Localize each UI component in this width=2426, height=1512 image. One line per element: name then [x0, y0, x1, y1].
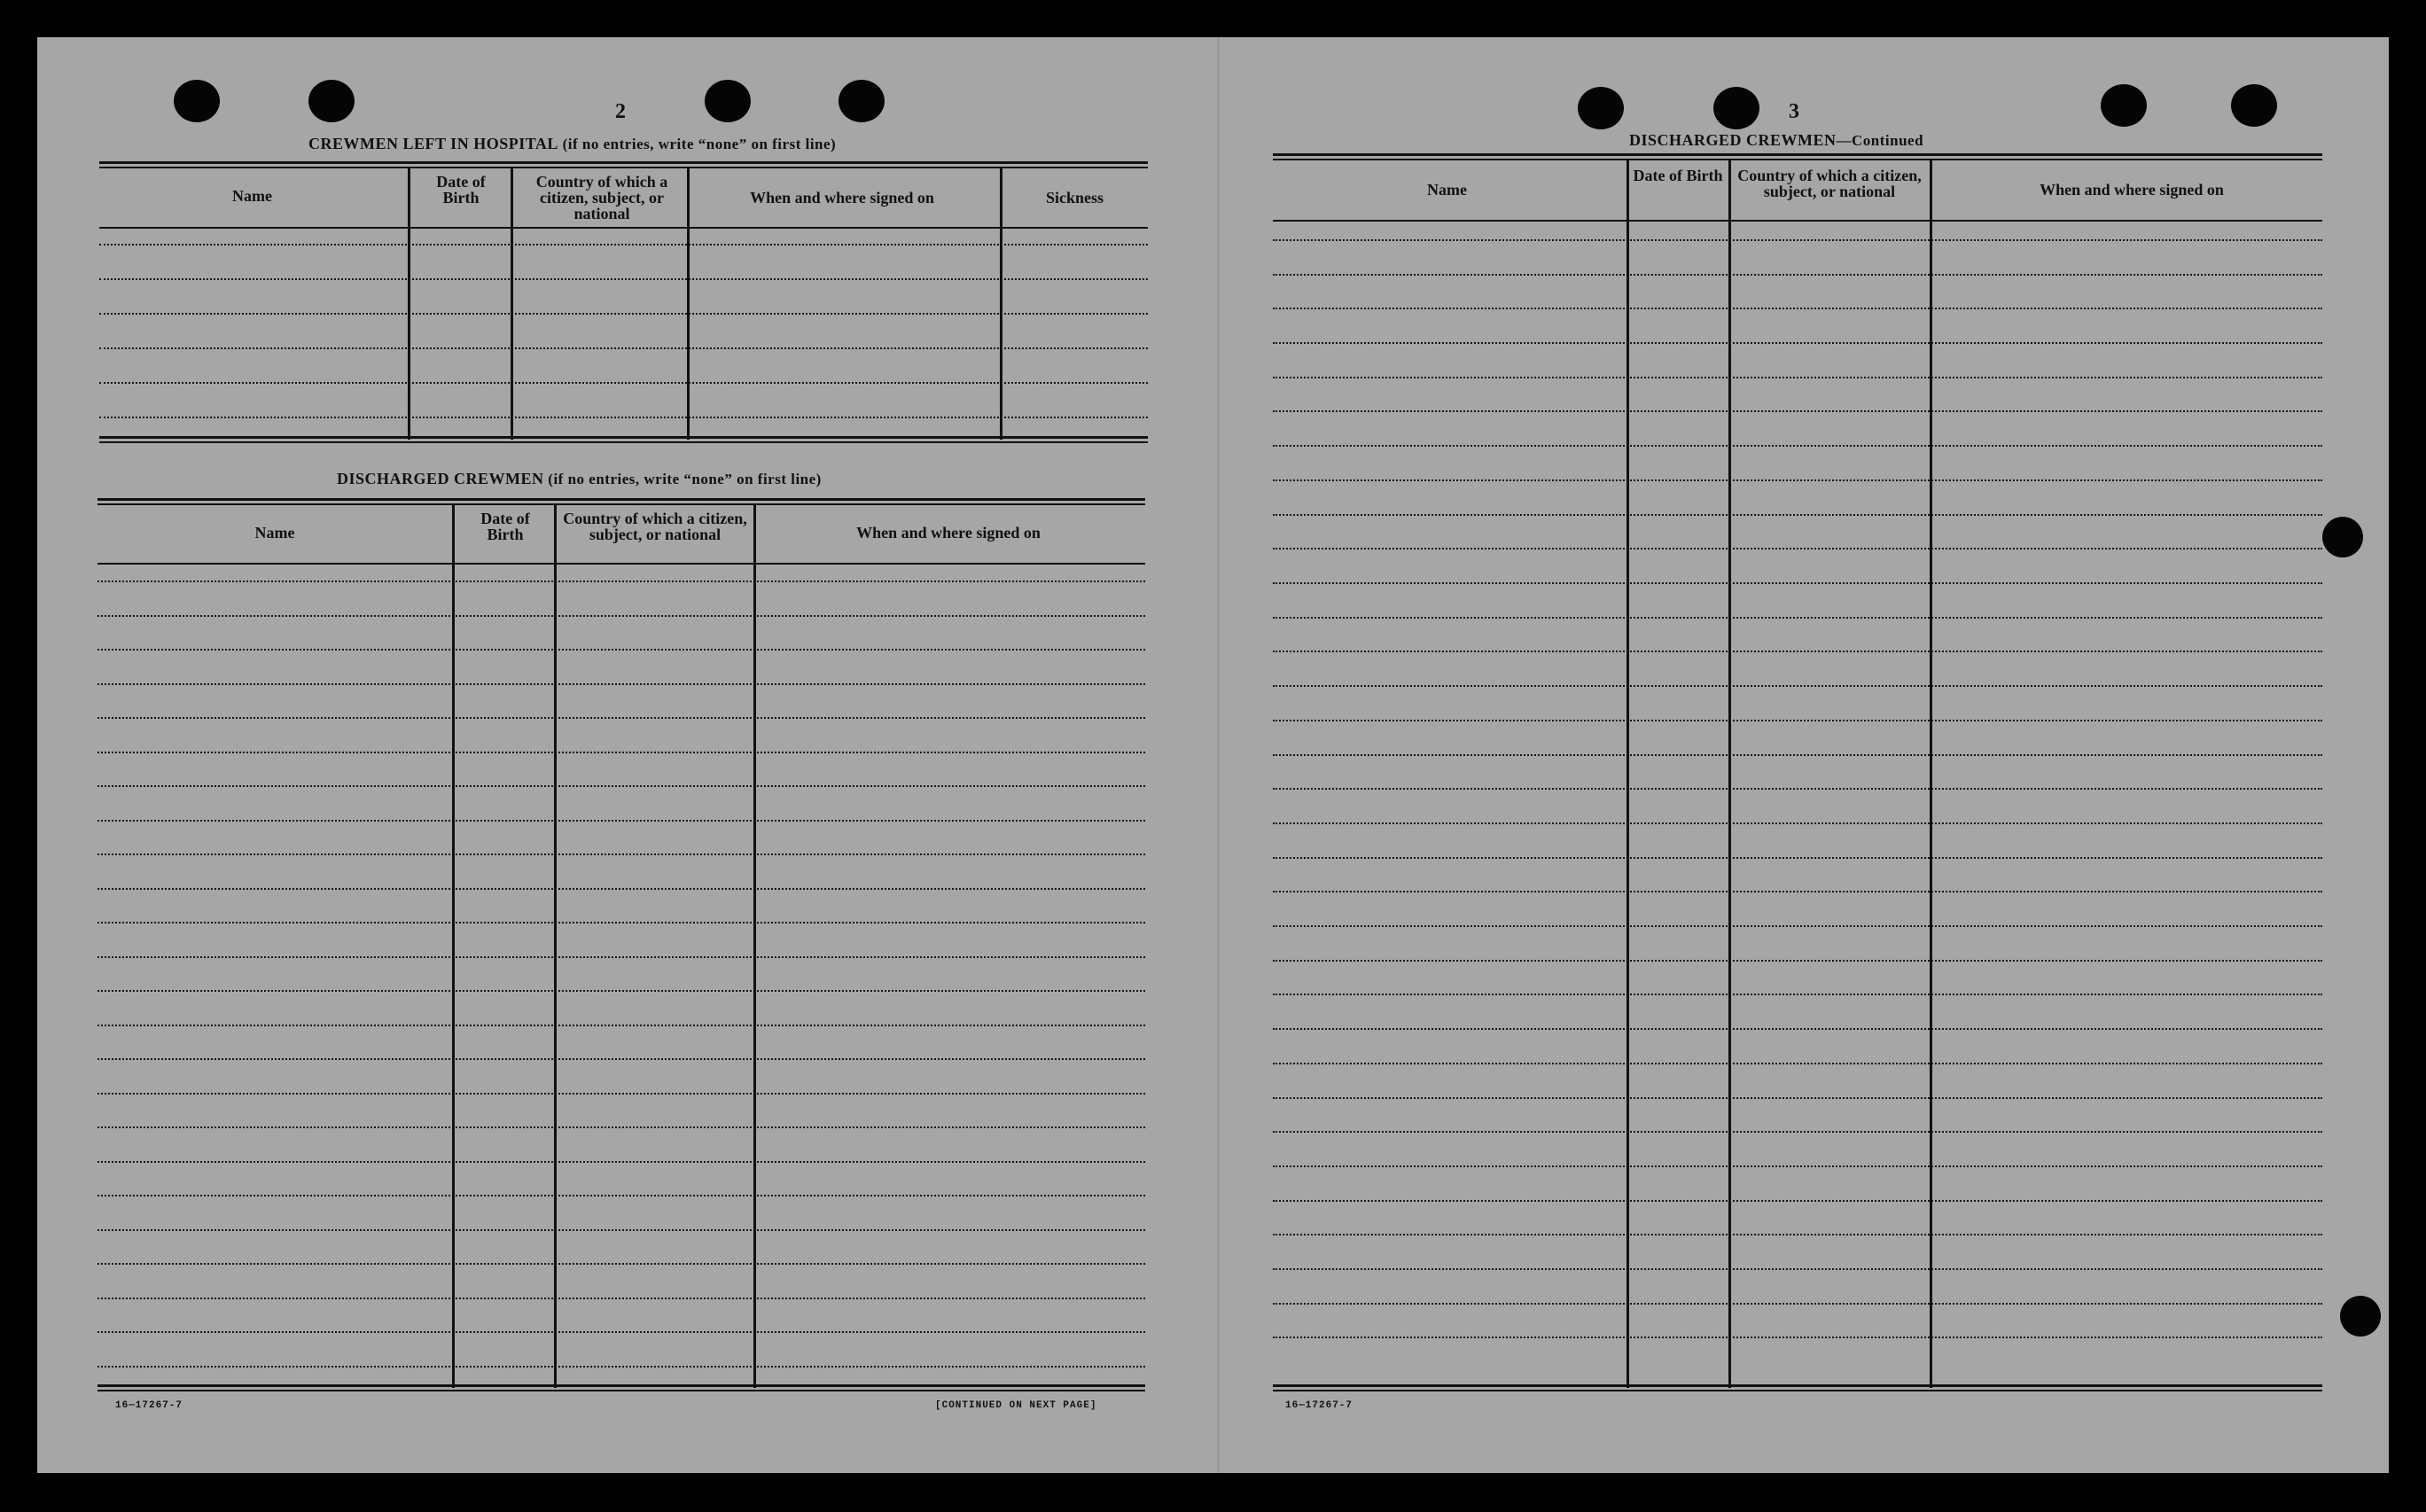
entry-line [1273, 891, 2322, 892]
entry-line [98, 1195, 1145, 1196]
entry-line [1273, 617, 2322, 619]
entry-line [1273, 239, 2322, 241]
table-top-rule [98, 498, 1145, 501]
discharged-col-signed-header: When and where signed on [856, 524, 1041, 542]
entry-line [1273, 1337, 2322, 1338]
entry-line [98, 752, 1145, 753]
entry-line [98, 1058, 1145, 1060]
column-divider [687, 167, 690, 440]
column-divider [452, 503, 455, 1388]
entry-line [98, 1229, 1145, 1231]
punch-hole [839, 80, 885, 122]
entry-line [98, 1331, 1145, 1333]
punch-hole [2231, 84, 2277, 127]
discharged-section-title [337, 470, 822, 488]
hospital-col-signed-header: When and where signed on [750, 189, 934, 207]
table-top-rule [1273, 159, 2322, 160]
entry-line [1273, 822, 2322, 824]
entry-line [98, 853, 1145, 855]
table-top-rule [1273, 153, 2322, 156]
hospital-title-note: (if no entries, write “none” on first line) [558, 136, 837, 152]
entry-line [98, 1263, 1145, 1265]
entry-line [1273, 1234, 2322, 1235]
continued-col-signed-header: When and where signed on [2040, 181, 2224, 199]
discharged-col-dob-header: Date of Birth [480, 510, 530, 543]
entry-line [98, 785, 1145, 787]
header-bottom-rule [1273, 220, 2322, 222]
table-bottom-rule [1273, 1390, 2322, 1391]
entry-line [98, 1093, 1145, 1095]
continued-col-dob-header: Date of Birth [1633, 167, 1723, 184]
discharged-col-country-header: Country of which a citizen, subject, or national [563, 510, 747, 543]
entry-line [98, 581, 1145, 582]
punch-hole [174, 80, 220, 122]
entry-line [99, 278, 1148, 280]
entry-line [1273, 651, 2322, 652]
hospital-col-dob-header: Date of Birth [436, 173, 486, 207]
continued-note: [CONTINUED ON NEXT PAGE] [935, 1400, 1097, 1411]
entry-line [1273, 274, 2322, 276]
entry-line [1273, 925, 2322, 927]
column-divider [753, 503, 756, 1388]
column-divider [511, 167, 513, 440]
entry-line [99, 417, 1148, 418]
punch-hole [2340, 1296, 2381, 1337]
column-divider [408, 167, 410, 440]
entry-line [1273, 1303, 2322, 1305]
table-bottom-rule [99, 441, 1148, 443]
table-top-rule [99, 167, 1148, 168]
entry-line [1273, 754, 2322, 756]
form-number-right: 16—17267-7 [1285, 1400, 1353, 1411]
entry-line [1273, 342, 2322, 344]
discharged-continued-title-text: DISCHARGED CREWMEN [1629, 131, 1837, 149]
entry-line [1273, 1063, 2322, 1064]
entry-line [1273, 1028, 2322, 1030]
entry-line [1273, 1200, 2322, 1202]
page-number-left: 2 [615, 100, 626, 123]
column-divider [1000, 167, 1002, 440]
entry-line [1273, 308, 2322, 309]
hospital-section-title [308, 135, 836, 153]
entry-line [1273, 857, 2322, 859]
entry-line [99, 313, 1148, 315]
hospital-col-name-header: Name [232, 187, 272, 205]
column-divider [554, 503, 557, 1388]
entry-line [98, 990, 1145, 992]
entry-line [1273, 445, 2322, 447]
entry-line [1273, 514, 2322, 516]
punch-hole [2322, 517, 2363, 557]
discharged-continued-note: —Continued [1836, 132, 1924, 149]
hospital-title-text: CREWMEN LEFT IN HOSPITAL [308, 135, 558, 152]
entry-line [1273, 1165, 2322, 1167]
form-number-left: 16—17267-7 [115, 1400, 183, 1411]
entry-line [98, 683, 1145, 685]
entry-line [1273, 720, 2322, 721]
column-divider [1626, 159, 1629, 1388]
entry-line [1273, 410, 2322, 412]
discharged-col-name-header: Name [254, 524, 295, 542]
table-bottom-rule [98, 1390, 1145, 1391]
punch-hole [1578, 87, 1624, 129]
continued-col-country-header: Country of which a citizen, subject, or national [1737, 167, 1922, 200]
header-bottom-rule [98, 563, 1145, 565]
entry-line [1273, 1268, 2322, 1270]
punch-hole [705, 80, 751, 122]
hospital-col-sickness-header: Sickness [1045, 189, 1104, 207]
column-divider [1930, 159, 1932, 1388]
header-bottom-rule [99, 227, 1148, 229]
entry-line [99, 382, 1148, 384]
punch-hole [308, 80, 355, 122]
entry-line [1273, 377, 2322, 378]
entry-line [1273, 582, 2322, 584]
entry-line [1273, 960, 2322, 962]
entry-line [1273, 1131, 2322, 1133]
table-bottom-rule [99, 436, 1148, 439]
entry-line [98, 1161, 1145, 1163]
entry-line [98, 717, 1145, 719]
table-top-rule [98, 503, 1145, 505]
discharged-title-text: DISCHARGED CREWMEN [337, 470, 544, 487]
table-bottom-rule [98, 1384, 1145, 1387]
entry-line [98, 820, 1145, 822]
continued-col-name-header: Name [1427, 181, 1467, 199]
punch-hole [2101, 84, 2147, 127]
entry-line [98, 1126, 1145, 1128]
entry-line [99, 347, 1148, 349]
entry-line [99, 244, 1148, 246]
entry-line [98, 1366, 1145, 1368]
entry-line [98, 615, 1145, 617]
punch-hole [1713, 87, 1759, 129]
entry-line [98, 956, 1145, 958]
entry-line [1273, 685, 2322, 687]
table-top-rule [99, 161, 1148, 164]
entry-line [98, 922, 1145, 924]
page-number-right: 3 [1789, 100, 1799, 123]
entry-line [1273, 788, 2322, 790]
entry-line [98, 649, 1145, 651]
page-fold [1217, 37, 1220, 1473]
column-divider [1728, 159, 1731, 1388]
hospital-col-country-header: Country of which a citizen, subject, or national [535, 173, 668, 222]
entry-line [1273, 1097, 2322, 1099]
entry-line [1273, 548, 2322, 549]
entry-line [1273, 994, 2322, 995]
discharged-continued-title [1629, 131, 1923, 150]
discharged-title-note: (if no entries, write “none” on first line) [543, 471, 822, 487]
entry-line [1273, 479, 2322, 481]
entry-line [98, 888, 1145, 890]
entry-line [98, 1025, 1145, 1026]
table-bottom-rule [1273, 1384, 2322, 1387]
entry-line [98, 1298, 1145, 1299]
